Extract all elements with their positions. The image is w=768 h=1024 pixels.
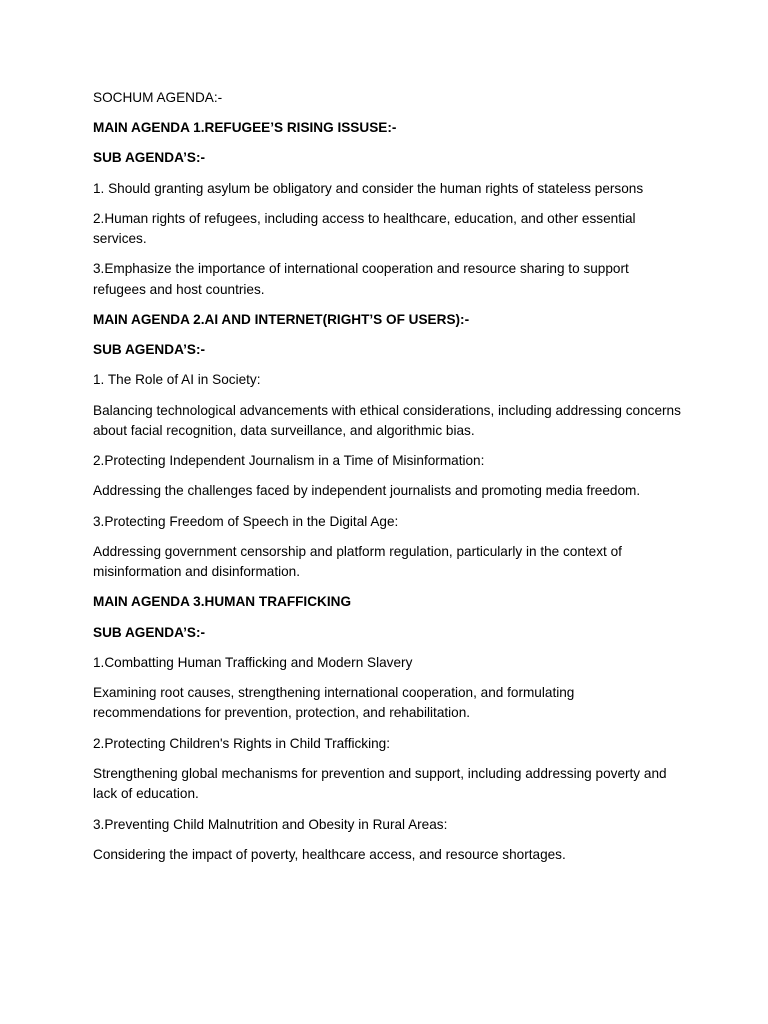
- main-agenda-3-heading: MAIN AGENDA 3.HUMAN TRAFFICKING: [93, 594, 352, 610]
- sub-agenda-heading: SUB AGENDA’S:-: [93, 342, 206, 358]
- sub-agenda-heading: SUB AGENDA’S:-: [93, 624, 206, 640]
- agenda-2-item-3-title: 3.Protecting Freedom of Speech in the Digital Age:: [93, 513, 399, 529]
- agenda-3-item-1-title: 1.Combatting Human Trafficking and Modern Slavery: [93, 654, 413, 670]
- main-agenda-2-heading: MAIN AGENDA 2.AI AND INTERNET(RIGHT’S OF USERS):-: [93, 312, 470, 328]
- agenda-3-item-3-description: Considering the impact of poverty, healthcare access, and resource shortages.: [93, 846, 566, 862]
- document-page: [93, 88, 683, 875]
- agenda-3-item-2-title: 2.Protecting Children's Rights in Child Trafficking:: [93, 735, 391, 751]
- agenda-2-item-1-title: 1. The Role of AI in Society:: [93, 372, 261, 388]
- agenda-3-item-3-title: 3.Preventing Child Malnutrition and Obesity in Rural Areas:: [93, 816, 448, 832]
- document-title: SOCHUM AGENDA:-: [93, 90, 223, 105]
- agenda-1-item-3: 3.Emphasize the importance of international cooperation and resource sharing to support refugees and host countries.: [93, 261, 629, 297]
- main-agenda-1-heading: MAIN AGENDA 1.REFUGEE’S RISING ISSUSE:-: [93, 120, 397, 136]
- agenda-1-item-1: 1. Should granting asylum be obligatory and consider the human rights of stateless persons: [93, 180, 644, 196]
- agenda-2-item-2-title: 2.Protecting Independent Journalism in a Time of Misinformation:: [93, 453, 485, 469]
- agenda-2-item-3-description: Addressing government censorship and platform regulation, particularly in the context of misinformation and disinformation.: [93, 543, 622, 580]
- agenda-2-item-1-description: Balancing technological advancements with ethical considerations, including addressing concerns about facial recognition, data surveillance, and algorithmic bias.: [93, 402, 681, 439]
- agenda-3-item-1-description: Examining root causes, strengthening international cooperation, and formulating recommendations for prevention, protection, and rehabilitation.: [93, 685, 575, 721]
- sub-agenda-heading: SUB AGENDA’S:-: [93, 150, 206, 166]
- agenda-1-item-2: 2.Human rights of refugees, including access to healthcare, education, and other essential services.: [93, 210, 636, 247]
- agenda-2-item-2-description: Addressing the challenges faced by independent journalists and promoting media freedom.: [93, 483, 641, 499]
- agenda-3-item-2-description: Strengthening global mechanisms for prevention and support, including addressing poverty and lack of education.: [93, 765, 667, 802]
